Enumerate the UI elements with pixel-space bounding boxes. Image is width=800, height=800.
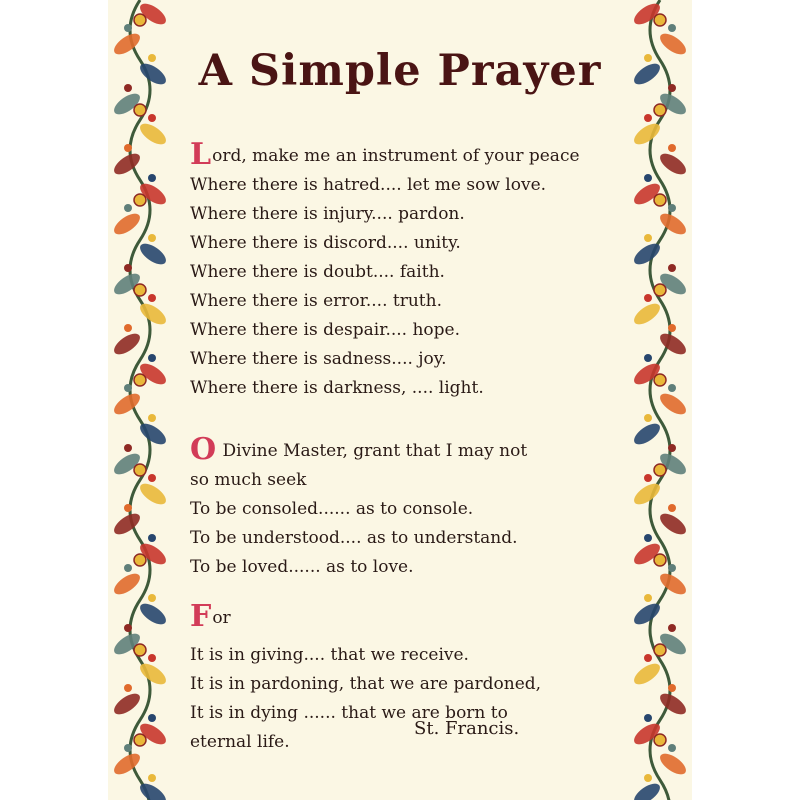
leaf-ornament bbox=[111, 210, 144, 239]
flower-bud-ornament bbox=[668, 744, 676, 752]
flower-bud-ornament bbox=[124, 744, 132, 752]
leaf-ornament bbox=[111, 390, 144, 419]
prayer-line: It is in giving.... that we receive. bbox=[190, 645, 469, 665]
flower-bud-ornament bbox=[148, 474, 156, 482]
flower-bud-ornament bbox=[644, 354, 652, 362]
prayer-line: Where there is hatred.... let me sow love. bbox=[190, 175, 547, 195]
prayer-text bbox=[190, 137, 630, 757]
flower-bud-ornament bbox=[668, 324, 676, 332]
flower-bud-ornament bbox=[124, 204, 132, 212]
blossom-ornament bbox=[134, 554, 146, 566]
page-title: A Simple Prayer bbox=[198, 46, 602, 96]
flower-bud-ornament bbox=[124, 564, 132, 572]
stanza2-first-line bbox=[190, 432, 630, 467]
flower-bud-ornament bbox=[668, 204, 676, 212]
prayer-line: Where there is doubt.... faith. bbox=[190, 262, 445, 282]
floral-border-left bbox=[108, 0, 172, 800]
leaf-ornament bbox=[111, 570, 144, 599]
flower-bud-ornament bbox=[148, 354, 156, 362]
flower-bud-ornament bbox=[644, 774, 652, 782]
leaf-ornament bbox=[111, 750, 144, 779]
flower-bud-ornament bbox=[644, 594, 652, 602]
flower-bud-ornament bbox=[668, 624, 676, 632]
leaf-ornament bbox=[137, 120, 170, 149]
prayer-line: so much seek bbox=[190, 470, 307, 490]
blossom-ornament bbox=[654, 374, 666, 386]
blossom-ornament bbox=[134, 464, 146, 476]
prayer-line: To be understood.... as to understand. bbox=[190, 528, 518, 548]
flower-bud-ornament bbox=[644, 534, 652, 542]
prayer-line: eternal life. bbox=[190, 732, 290, 752]
flower-bud-ornament bbox=[644, 414, 652, 422]
blossom-ornament bbox=[134, 14, 146, 26]
flower-bud-ornament bbox=[124, 444, 132, 452]
flower-bud-ornament bbox=[668, 564, 676, 572]
blossom-ornament bbox=[654, 644, 666, 656]
prayer-line: It is in dying ...... that we are born to bbox=[190, 703, 508, 723]
flower-bud-ornament bbox=[148, 234, 156, 242]
leaf-ornament bbox=[657, 390, 690, 419]
flower-bud-ornament bbox=[644, 714, 652, 722]
flower-bud-ornament bbox=[124, 384, 132, 392]
leaf-ornament bbox=[657, 510, 690, 539]
drop-cap-l: L bbox=[190, 137, 212, 172]
leaf-ornament bbox=[111, 690, 144, 719]
drop-cap-o: O bbox=[190, 432, 217, 467]
leaf-ornament bbox=[657, 330, 690, 359]
leaf-ornament bbox=[631, 420, 664, 449]
flower-bud-ornament bbox=[644, 654, 652, 662]
leaf-ornament bbox=[657, 690, 690, 719]
flower-bud-ornament bbox=[124, 504, 132, 512]
leaf-ornament bbox=[657, 150, 690, 179]
leaf-ornament bbox=[137, 480, 170, 509]
blossom-ornament bbox=[134, 734, 146, 746]
prayer-line: Where there is darkness, .... light. bbox=[190, 378, 484, 398]
flower-bud-ornament bbox=[148, 114, 156, 122]
leaf-ornament bbox=[111, 330, 144, 359]
leaf-ornament bbox=[631, 660, 664, 689]
leaf-ornament bbox=[137, 240, 170, 269]
flower-bud-ornament bbox=[148, 174, 156, 182]
blossom-ornament bbox=[654, 14, 666, 26]
flower-bud-ornament bbox=[668, 264, 676, 272]
flower-bud-ornament bbox=[668, 684, 676, 692]
prayer-line: Where there is error.... truth. bbox=[190, 291, 442, 311]
leaf-ornament bbox=[657, 30, 690, 59]
prayer-line: To be consoled...... as to console. bbox=[190, 499, 474, 519]
stanza1-first-rest: ord, make me an instrument of your peace bbox=[212, 146, 580, 166]
flower-bud-ornament bbox=[148, 534, 156, 542]
flower-bud-ornament bbox=[148, 714, 156, 722]
flower-bud-ornament bbox=[668, 504, 676, 512]
flower-bud-ornament bbox=[668, 444, 676, 452]
blossom-ornament bbox=[134, 104, 146, 116]
flower-bud-ornament bbox=[124, 324, 132, 332]
prayer-line: Where there is despair.... hope. bbox=[190, 320, 460, 340]
leaf-ornament bbox=[111, 150, 144, 179]
flower-bud-ornament bbox=[148, 654, 156, 662]
leaf-ornament bbox=[137, 600, 170, 629]
flower-bud-ornament bbox=[124, 144, 132, 152]
leaf-ornament bbox=[111, 30, 144, 59]
leaf-ornament bbox=[631, 60, 664, 89]
floral-vine-right bbox=[628, 0, 692, 800]
flower-bud-ornament bbox=[124, 84, 132, 92]
stanza1-first-line bbox=[190, 137, 630, 172]
blossom-ornament bbox=[134, 284, 146, 296]
flower-bud-ornament bbox=[644, 54, 652, 62]
prayer-line: Where there is injury.... pardon. bbox=[190, 204, 465, 224]
blossom-ornament bbox=[654, 284, 666, 296]
flower-bud-ornament bbox=[148, 294, 156, 302]
flower-bud-ornament bbox=[148, 594, 156, 602]
flower-bud-ornament bbox=[644, 174, 652, 182]
blossom-ornament bbox=[654, 104, 666, 116]
floral-vine-left bbox=[108, 0, 172, 800]
leaf-ornament bbox=[111, 510, 144, 539]
blossom-ornament bbox=[654, 734, 666, 746]
flower-bud-ornament bbox=[124, 624, 132, 632]
flower-bud-ornament bbox=[148, 774, 156, 782]
leaf-ornament bbox=[657, 570, 690, 599]
flower-bud-ornament bbox=[644, 234, 652, 242]
leaf-ornament bbox=[631, 300, 664, 329]
flower-bud-ornament bbox=[668, 24, 676, 32]
stanza3-first-line bbox=[190, 599, 630, 634]
flower-bud-ornament bbox=[148, 414, 156, 422]
flower-bud-ornament bbox=[148, 54, 156, 62]
drop-cap-f: F bbox=[190, 599, 212, 634]
flower-bud-ornament bbox=[644, 474, 652, 482]
leaf-ornament bbox=[657, 750, 690, 779]
stanza3-first-rest: or bbox=[212, 608, 231, 628]
flower-bud-ornament bbox=[644, 294, 652, 302]
leaf-ornament bbox=[657, 210, 690, 239]
blossom-ornament bbox=[654, 194, 666, 206]
blossom-ornament bbox=[134, 374, 146, 386]
prayer-line: To be loved...... as to love. bbox=[190, 557, 414, 577]
prayer-line: Where there is discord.... unity. bbox=[190, 233, 461, 253]
blossom-ornament bbox=[654, 464, 666, 476]
stanza2-first-rest: Divine Master, grant that I may not bbox=[222, 441, 528, 461]
blossom-ornament bbox=[134, 194, 146, 206]
prayer-line: It is in pardoning, that we are pardoned, bbox=[190, 674, 542, 694]
blossom-ornament bbox=[134, 644, 146, 656]
flower-bud-ornament bbox=[668, 384, 676, 392]
flower-bud-ornament bbox=[124, 684, 132, 692]
prayer-line: Where there is sadness.... joy. bbox=[190, 349, 447, 369]
leaf-ornament bbox=[631, 780, 664, 800]
blossom-ornament bbox=[654, 554, 666, 566]
flower-bud-ornament bbox=[124, 24, 132, 32]
signature: St. Francis. bbox=[414, 718, 520, 739]
flower-bud-ornament bbox=[124, 264, 132, 272]
floral-border-right bbox=[628, 0, 692, 800]
flower-bud-ornament bbox=[668, 144, 676, 152]
flower-bud-ornament bbox=[668, 84, 676, 92]
flower-bud-ornament bbox=[644, 114, 652, 122]
